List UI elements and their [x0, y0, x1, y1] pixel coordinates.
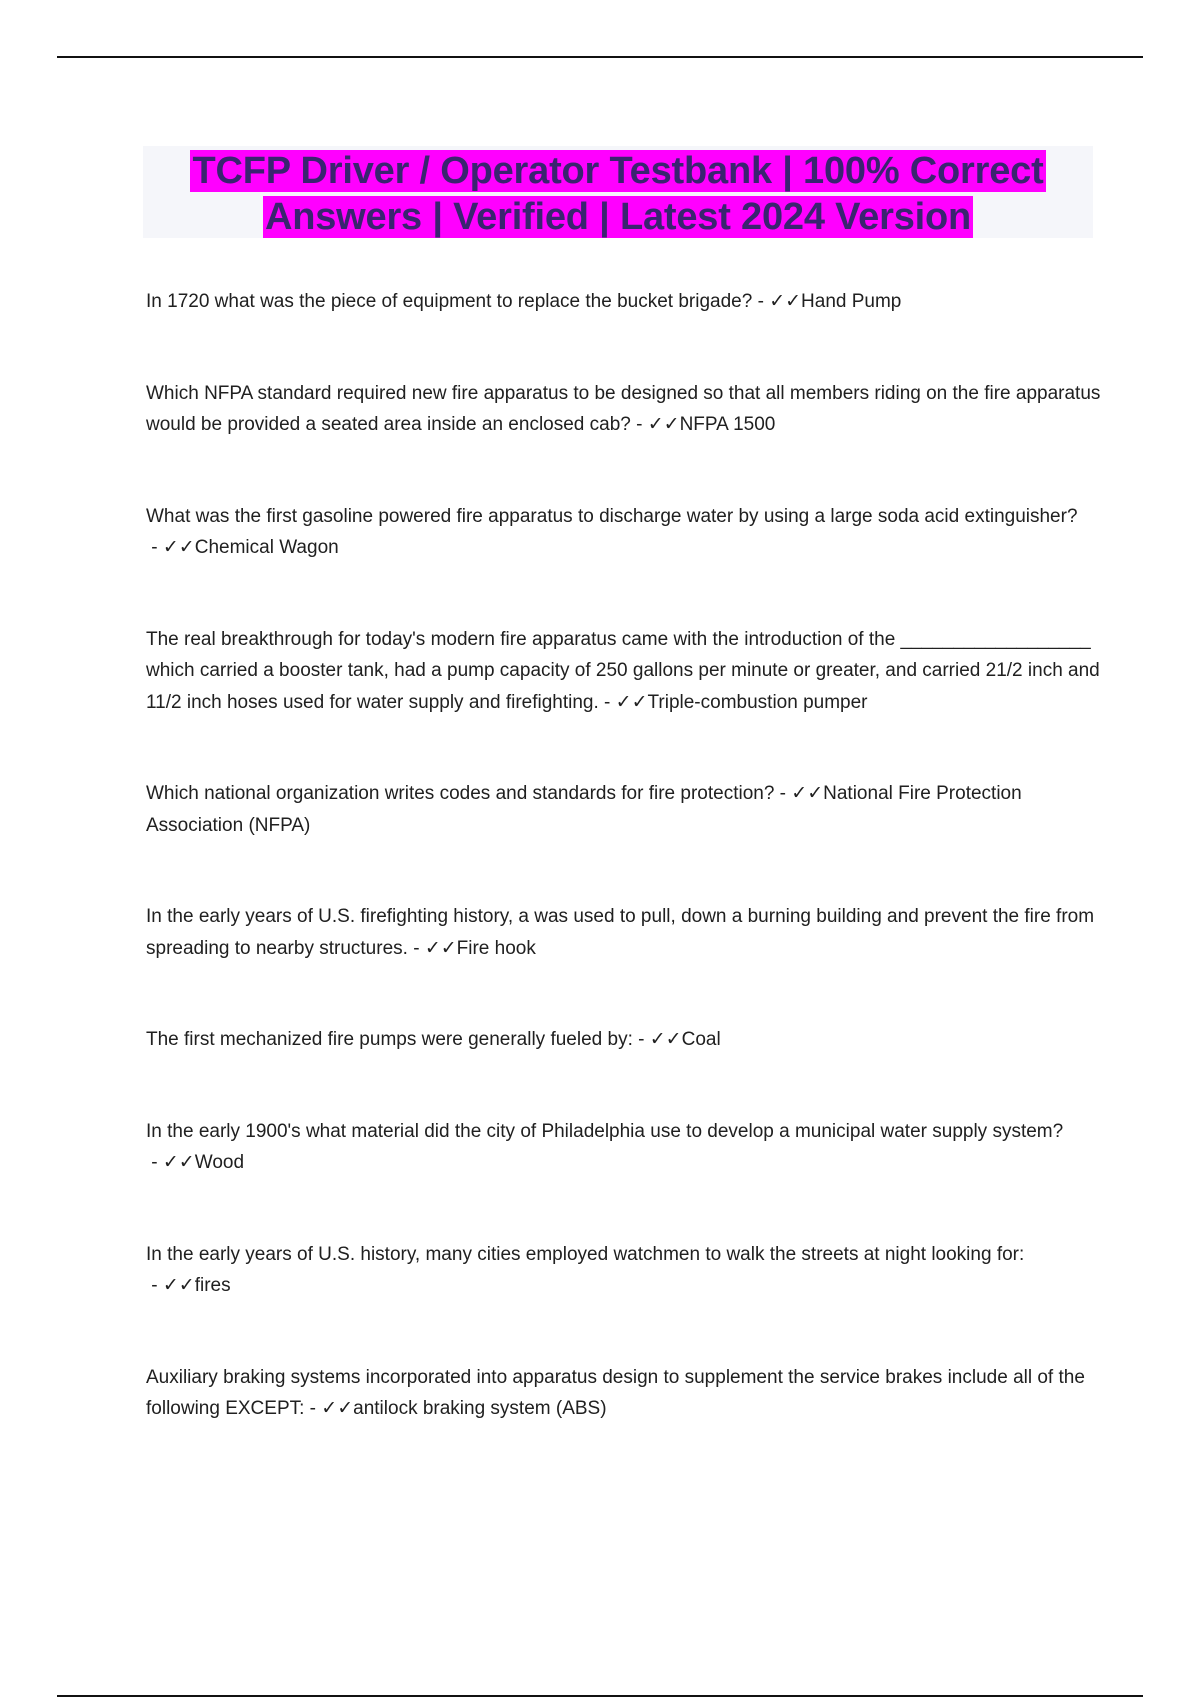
answer-text: Wood [194, 1152, 245, 1173]
double-check-icon: ✓✓ [647, 413, 680, 435]
answer-text: Fire hook [456, 937, 536, 959]
qa-item [146, 1362, 1101, 1425]
qa-item [146, 778, 1101, 841]
title-box [143, 146, 1093, 238]
question-text: In the early years of U.S. history, many cities employed watchmen to walk the streets at night looking for: [146, 1243, 1025, 1265]
bottom-rule [57, 1695, 1143, 1697]
question-text: Auxiliary braking systems incorporated into apparatus design to supplement the service brakes include all of the following EXCEPT: [146, 1366, 1085, 1419]
double-check-icon: ✓✓ [321, 1397, 354, 1419]
title-line-1: TCFP Driver / Operator Testbank | 100% Correct [192, 150, 1044, 192]
answer-text: Coal [681, 1029, 721, 1050]
double-check-icon: ✓✓ [162, 536, 195, 558]
answer-text: NFPA 1500 [679, 414, 776, 435]
answer-text: fires [194, 1275, 231, 1296]
separator: - [598, 691, 616, 713]
double-check-icon: ✓✓ [649, 1028, 682, 1050]
question-text: Which national organization writes codes and standards for fire protection? [146, 783, 775, 804]
question-text: In the early years of U.S. firefighting history, a was used to pull, down a burning building and prevent the fire from spreading to nearby structures. [146, 906, 1095, 959]
qa-item [146, 378, 1101, 441]
qa-item [146, 1116, 1101, 1179]
separator: - [146, 1152, 163, 1173]
document-title [143, 146, 1093, 240]
answer-text: Hand Pump [801, 291, 902, 312]
double-check-icon: ✓✓ [162, 1274, 195, 1296]
answer-text: Triple-combustion pumper [647, 691, 868, 713]
qa-item [146, 1239, 1101, 1302]
top-rule [57, 56, 1143, 58]
answer-text: Chemical Wagon [194, 537, 339, 558]
double-check-icon: ✓✓ [769, 290, 802, 312]
separator: - [146, 1275, 163, 1296]
question-text: Which NFPA standard required new fire apparatus to be designed so that all members riding on the fire apparatus would be provided a seated area inside an enclosed cab? [146, 382, 1101, 435]
qa-item [146, 286, 1101, 318]
separator: - [752, 291, 770, 312]
answer-text: National Fire Protection Association (NFPA) [146, 783, 1022, 836]
separator: - [630, 414, 648, 435]
title-line-2: Answers | Verified | Latest 2024 Version [264, 196, 972, 238]
question-text: The real breakthrough for today's modern fire apparatus came with the introduction of the __________________ which carried a booster tank, had a pump capacity of 250 gallons per minute or greater, and carried 21/2 inch and 11/2 inch hoses used for water supply and firefighting. [146, 628, 1100, 713]
double-check-icon: ✓✓ [615, 690, 648, 713]
qa-list [146, 286, 1101, 1425]
question-text: What was the first gasoline powered fire apparatus to discharge water by using a large soda acid extinguisher? [146, 505, 1078, 527]
double-check-icon: ✓✓ [162, 1151, 195, 1173]
separator: - [146, 537, 163, 558]
qa-item [146, 901, 1101, 964]
qa-item [146, 501, 1101, 564]
qa-item [146, 624, 1101, 719]
separator: - [774, 783, 792, 804]
question-text: The first mechanized fire pumps were generally fueled by: [146, 1029, 633, 1050]
question-text: In the early 1900's what material did the city of Philadelphia use to develop a municipal water supply system? [146, 1120, 1064, 1142]
qa-item [146, 1024, 1101, 1056]
double-check-icon: ✓✓ [424, 936, 457, 959]
separator: - [407, 937, 425, 959]
double-check-icon: ✓✓ [791, 782, 824, 804]
separator: - [304, 1398, 322, 1419]
separator: - [632, 1029, 650, 1050]
answer-text: antilock braking system (ABS) [353, 1398, 607, 1419]
question-text: In 1720 what was the piece of equipment to replace the bucket brigade? [146, 291, 753, 312]
